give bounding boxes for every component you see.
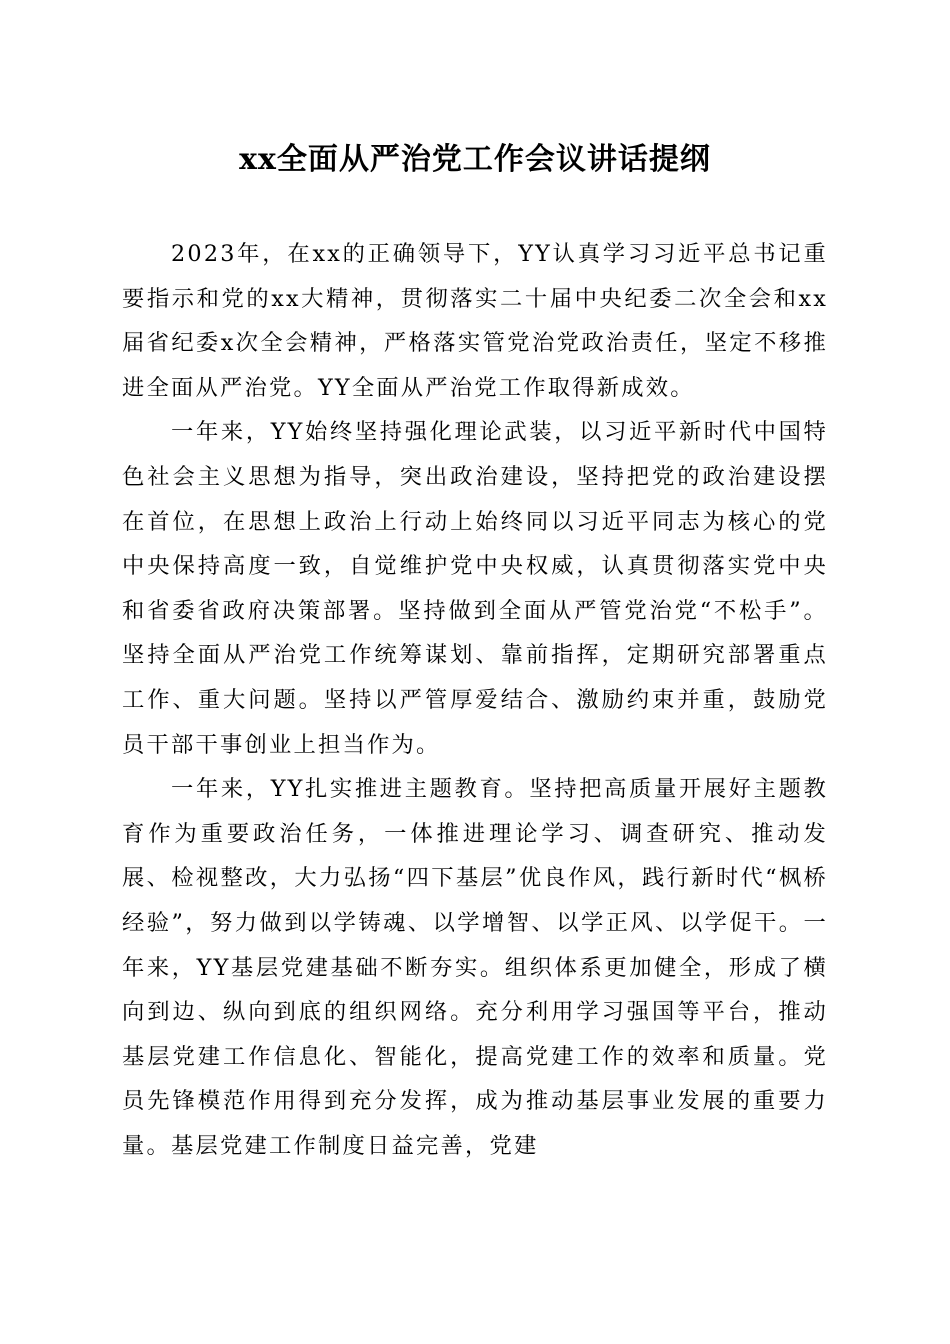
document-title: xx全面从严治党工作会议讲话提纲 — [239, 142, 711, 177]
paragraph-1: 2023年，在xx的正确领导下，YY认真学习习近平总书记重要指示和党的xx大精神，贯彻落实二十届中央纪委二次全会和xx届省纪委x次全会精神，严格落实管党治党政治责任，坚定不移推进全面从严治党。YY全面从严治党工作取得新成效。 — [122, 241, 828, 401]
document-body — [122, 232, 828, 1168]
paragraph-3: 一年来，YY扎实推进主题教育。坚持把高质量开展好主题教育作为重要政治任务，一体推进理论学习、调查研究、推动发展、检视整改，大力弘扬“四下基层”优良作风，践行新时代“枫桥经验”，努力做到以学铸魂、以学增智、以学正风、以学促干。一年来，YY基层党建基础不断夯实。组织体系更加健全，形成了横向到边、纵向到底的组织网络。充分利用学习强国等平台，推动基层党建工作信息化、智能化，提高党建工作的效率和质量。党员先锋模范作用得到充分发挥，成为推动基层事业发展的重要力量。基层党建工作制度日益完善，党建 — [122, 776, 828, 1159]
paragraph-2: 一年来，YY始终坚持强化理论武装，以习近平新时代中国特色社会主义思想为指导，突出政治建设，坚持把党的政治建设摆在首位，在思想上政治上行动上始终同以习近平同志为核心的党中央保持高度一致，自觉维护党中央权威，认真贯彻落实党中央和省委省政府决策部署。坚持做到全面从严管党治党“不松手”。坚持全面从严治党工作统筹谋划、靠前指挥，定期研究部署重点工作、重大问题。坚持以严管厚爱结合、激励约束并重，鼓励党员干部干事创业上担当作为。 — [122, 419, 828, 758]
